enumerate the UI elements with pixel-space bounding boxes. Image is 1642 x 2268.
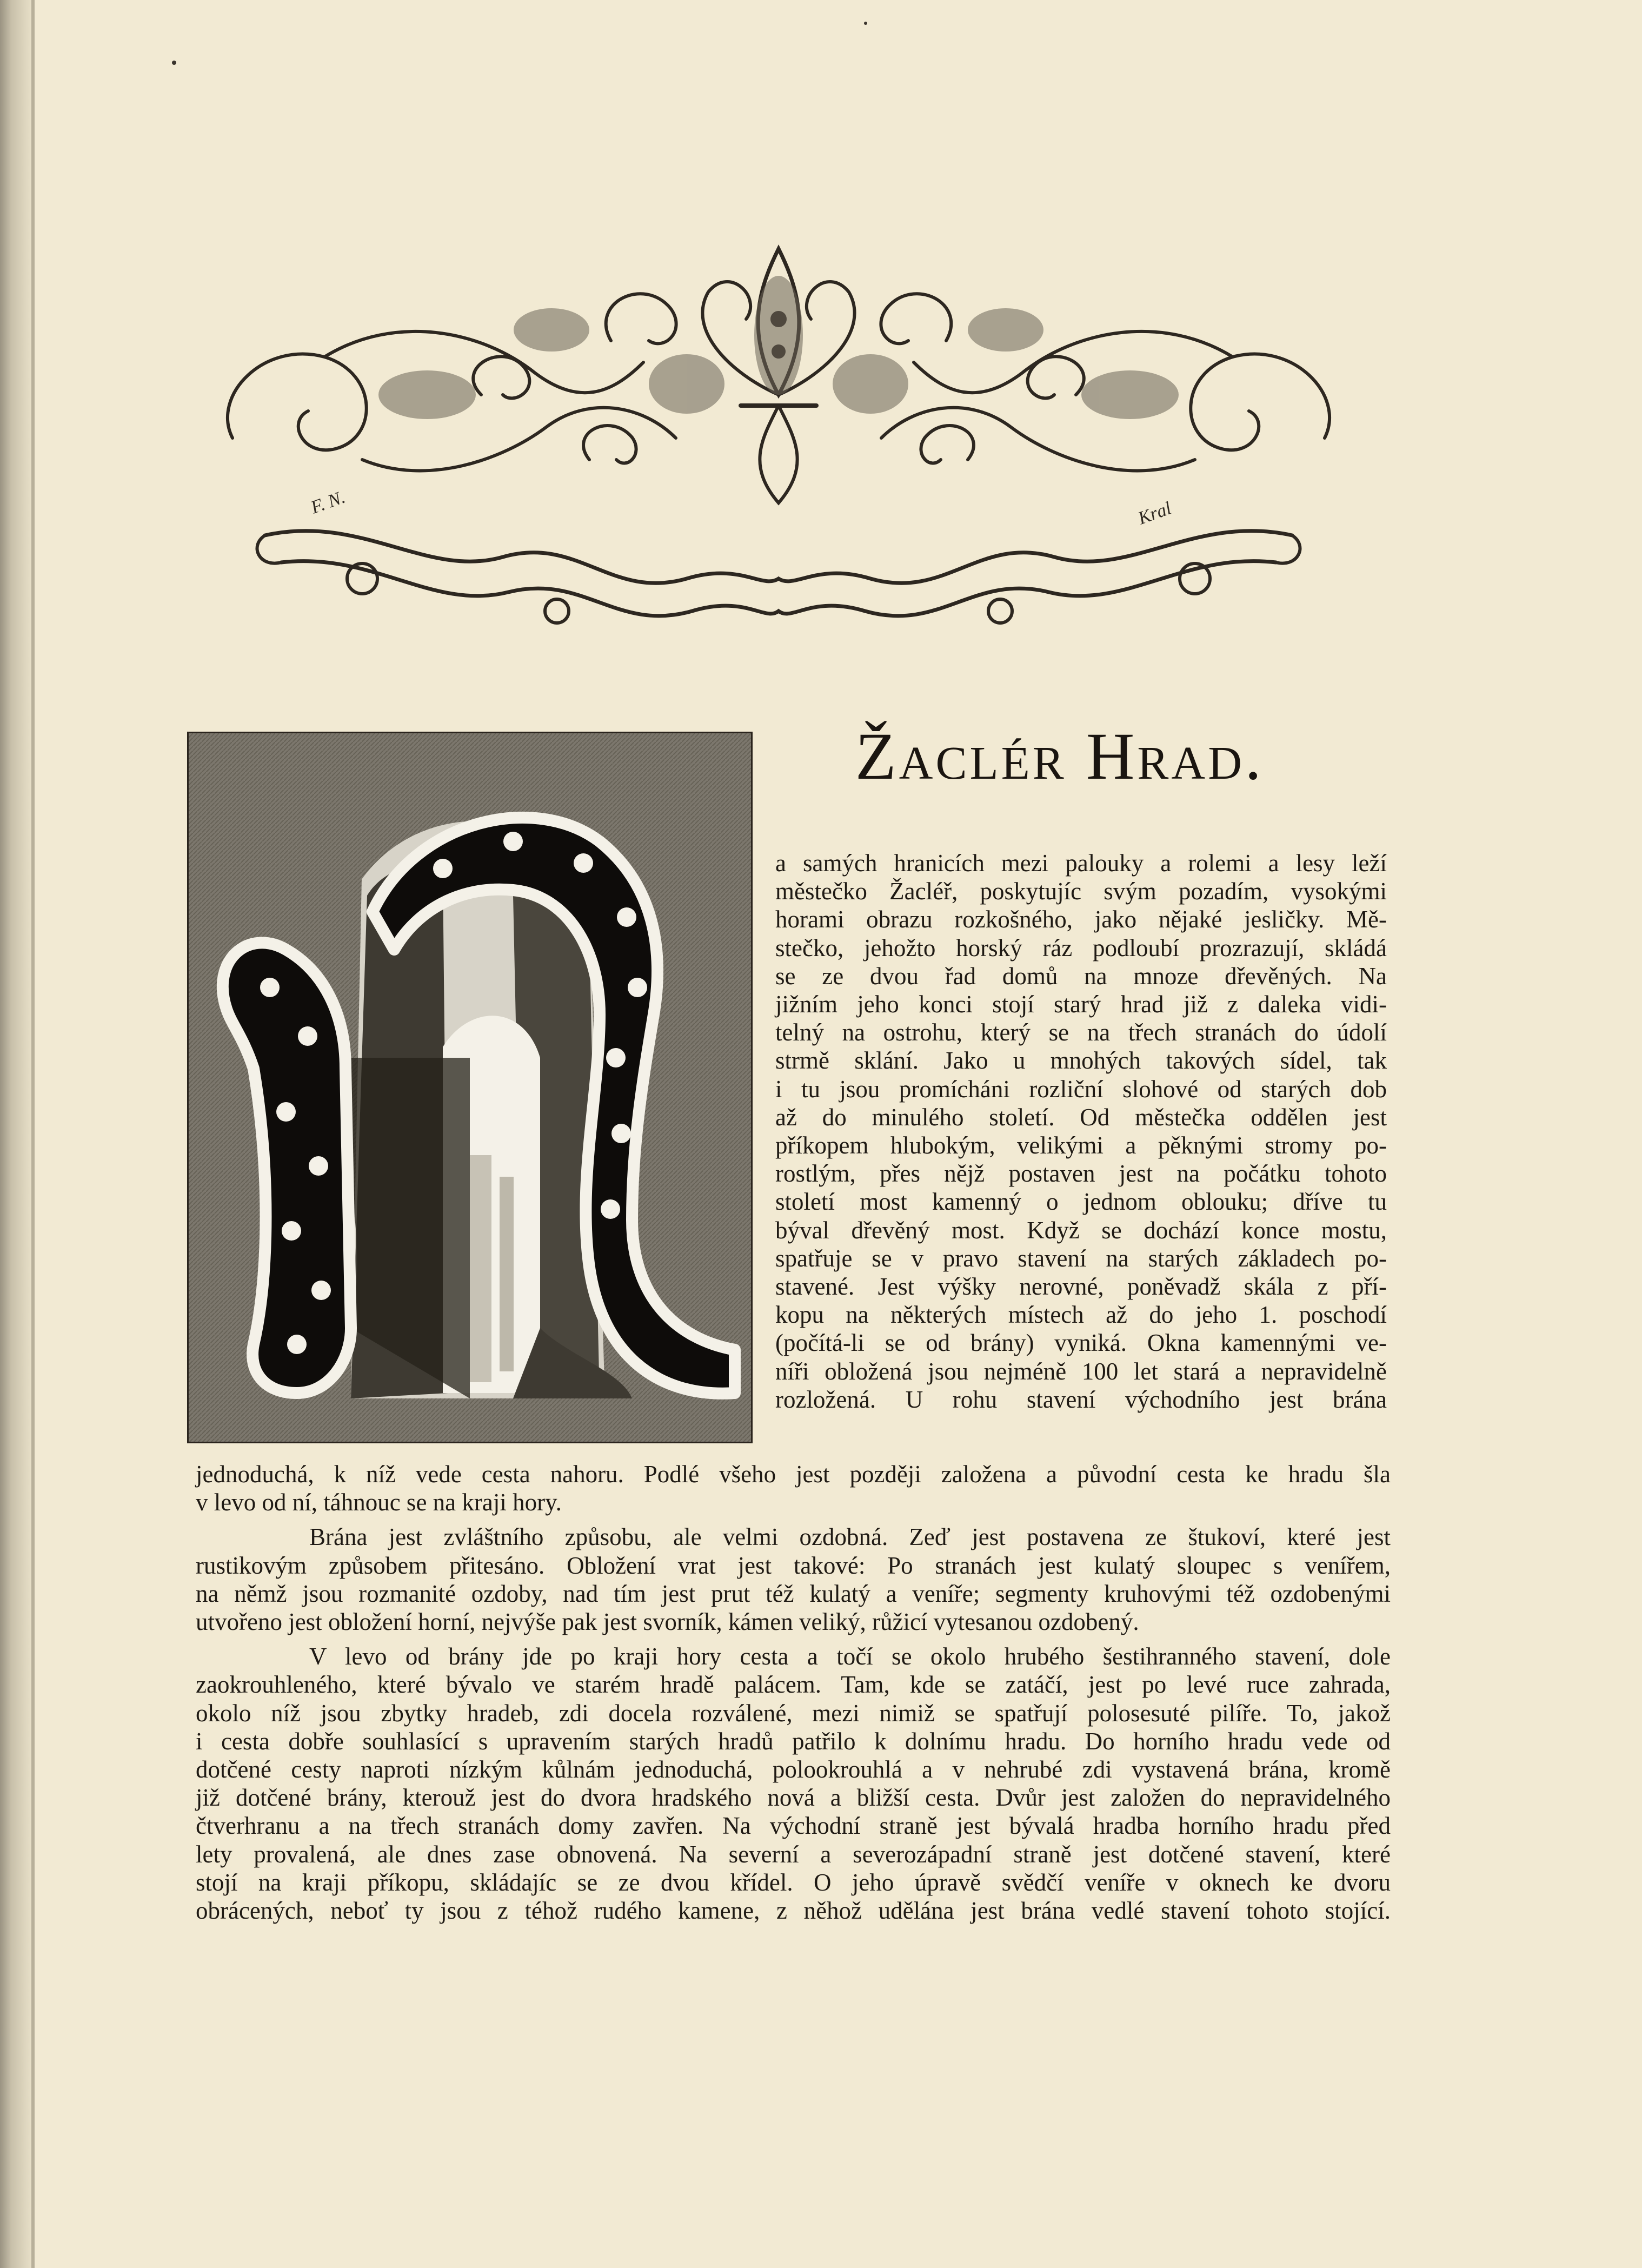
text-line: stečko, jehožto horský ráz podloubí prozrazují, skládá	[775, 934, 1387, 961]
text-line: horami obrazu rozkošného, jako nějaké jesličky. Mě-	[775, 906, 1387, 933]
text-line: obrácených, neboť ty jsou z téhož rudého kamene, z něhož udělána jest brána vedlé stavení tohoto stojící.	[196, 1897, 1391, 1925]
ornamental-headpiece	[200, 233, 1357, 654]
text-line: utvořeno jest obložení horní, nejvýše pak jest svorník, kámen veliký, růžicí vytesanou ozdobený.	[196, 1608, 1139, 1636]
text-line: rustikovým způsobem přitesáno. Obložení vrat jest takové: Po stranách jest kulatý sloupec s venířem,	[196, 1551, 1391, 1579]
initial-letter-graphic	[189, 733, 751, 1442]
text-line: jednoduchá, k níž vede cesta nahoru. Podlé všeho jest později založena a původní cesta ke hradu šla	[196, 1461, 1391, 1488]
body-text	[196, 1460, 1391, 1925]
text-line: lety provalená, ale dnes zase obnovená. Na severní a severozápadní straně jest dotčené stavení, které	[196, 1840, 1391, 1868]
text-line: čtverhranu a na třech stranách domy zavřen. Na východní straně jest bývalá hradba horního hradu před	[196, 1812, 1391, 1840]
decorated-initial-plate	[187, 732, 753, 1443]
text-line: se ze dvou řad domů na mnoze dřevěných. Na	[775, 962, 1387, 990]
text-line: (počítá-li se od brány) vyniká. Okna kamennými ve-	[775, 1329, 1387, 1357]
text-line: i tu jsou promícháni rozliční slohové od starých dob	[775, 1075, 1387, 1103]
article-title: Žaclér Hrad.	[855, 719, 1265, 793]
page-binding-shadow	[31, 0, 35, 2268]
text-line: příkopem hlubokým, velikými a pěknými stromy po-	[775, 1132, 1387, 1159]
text-line: okolo níž jsou zbytky hradeb, zdi docela rozválené, mezi nimiž se spatřují polosesuté pilíře. To, jakož	[196, 1699, 1391, 1727]
text-line: níři obložená jsou nejméně 100 let stará a nepravidelně	[775, 1357, 1387, 1385]
text-line: stojí na kraji příkopu, skládajíc se ze dvou křídel. O jeho úpravě svědčí veníře v oknech ke dvoru	[196, 1868, 1391, 1896]
text-line: městečko Žacléř, poskytujíc svým pozadím, vysokými	[775, 878, 1387, 905]
text-line: již dotčené brány, kterouž jest do dvora hradského nová a bližší cesta. Dvůr jest založen do nepravidelného	[196, 1784, 1391, 1812]
ink-speck	[172, 61, 176, 65]
text-line: na němž jsou rozmanité ozdoby, nad tím jest prut též kulatý a veníře; segmenty kruhovými též ozdobenými	[196, 1580, 1391, 1607]
text-line: zaokrouhleného, které bývalo ve starém hradě palácem. Tam, kde se zatáčí, jest po levé ruce zahrada,	[196, 1671, 1391, 1699]
text-line: telný na ostrohu, který se na třech stranách do údolí	[775, 1019, 1387, 1046]
text-line: století most kamenný o jednom oblouku; dříve tu	[775, 1188, 1387, 1216]
text-line: spatřuje se v pravo stavení na starých základech po-	[775, 1244, 1387, 1272]
text-line: strmě sklání. Jako u mnohých takových sídel, tak	[775, 1047, 1387, 1075]
text-line: v levo od ní, táhnouc se na kraji hory.	[196, 1489, 562, 1516]
text-line: až do minulého století. Od městečka oddělen jest	[775, 1103, 1387, 1131]
text-line: rostlým, přes nějž postaven jest na počátku tohoto	[775, 1160, 1387, 1188]
text-line: stavené. Jest výšky nerovné, poněvadž skála z pří-	[775, 1273, 1387, 1301]
text-line: Brána jest zvláštního způsobu, ale velmi ozdobná. Zeď jest postavena ze štukoví, které jest	[309, 1523, 1391, 1551]
text-line: býval dřevěný most. Když se dochází konce mostu,	[775, 1216, 1387, 1244]
text-line: a samých hranicích mezi palouky a rolemi a lesy leží	[775, 850, 1387, 877]
text-line: jižním jeho konci stojí starý hrad již z daleka vidi-	[775, 991, 1387, 1018]
intro-text-column	[775, 849, 1387, 1414]
page-binding-edge	[0, 0, 32, 2268]
text-line: dotčené cesty naproti nízkým kůlnám jednoduchá, polookrouhlá a v nehrubé zdi vystavená brána, kromě	[196, 1756, 1391, 1783]
text-line: i cesta dobře souhlasící s upravením starých hradů patřilo k dolnímu hradu. Do horního hradu vede od	[196, 1727, 1391, 1755]
text-line: kopu na některých místech až do jeho 1. poschodí	[775, 1301, 1387, 1329]
text-line: V levo od brány jde po kraji hory cesta a točí se okolo hrubého šestihranného stavení, dole	[309, 1643, 1391, 1670]
engraver-signature-right: Kral	[1135, 498, 1174, 529]
text-line: rozložená. U rohu stavení východního jest brána	[775, 1385, 1387, 1413]
ink-speck	[864, 22, 867, 25]
engraver-signature-left: F. N.	[308, 487, 348, 518]
